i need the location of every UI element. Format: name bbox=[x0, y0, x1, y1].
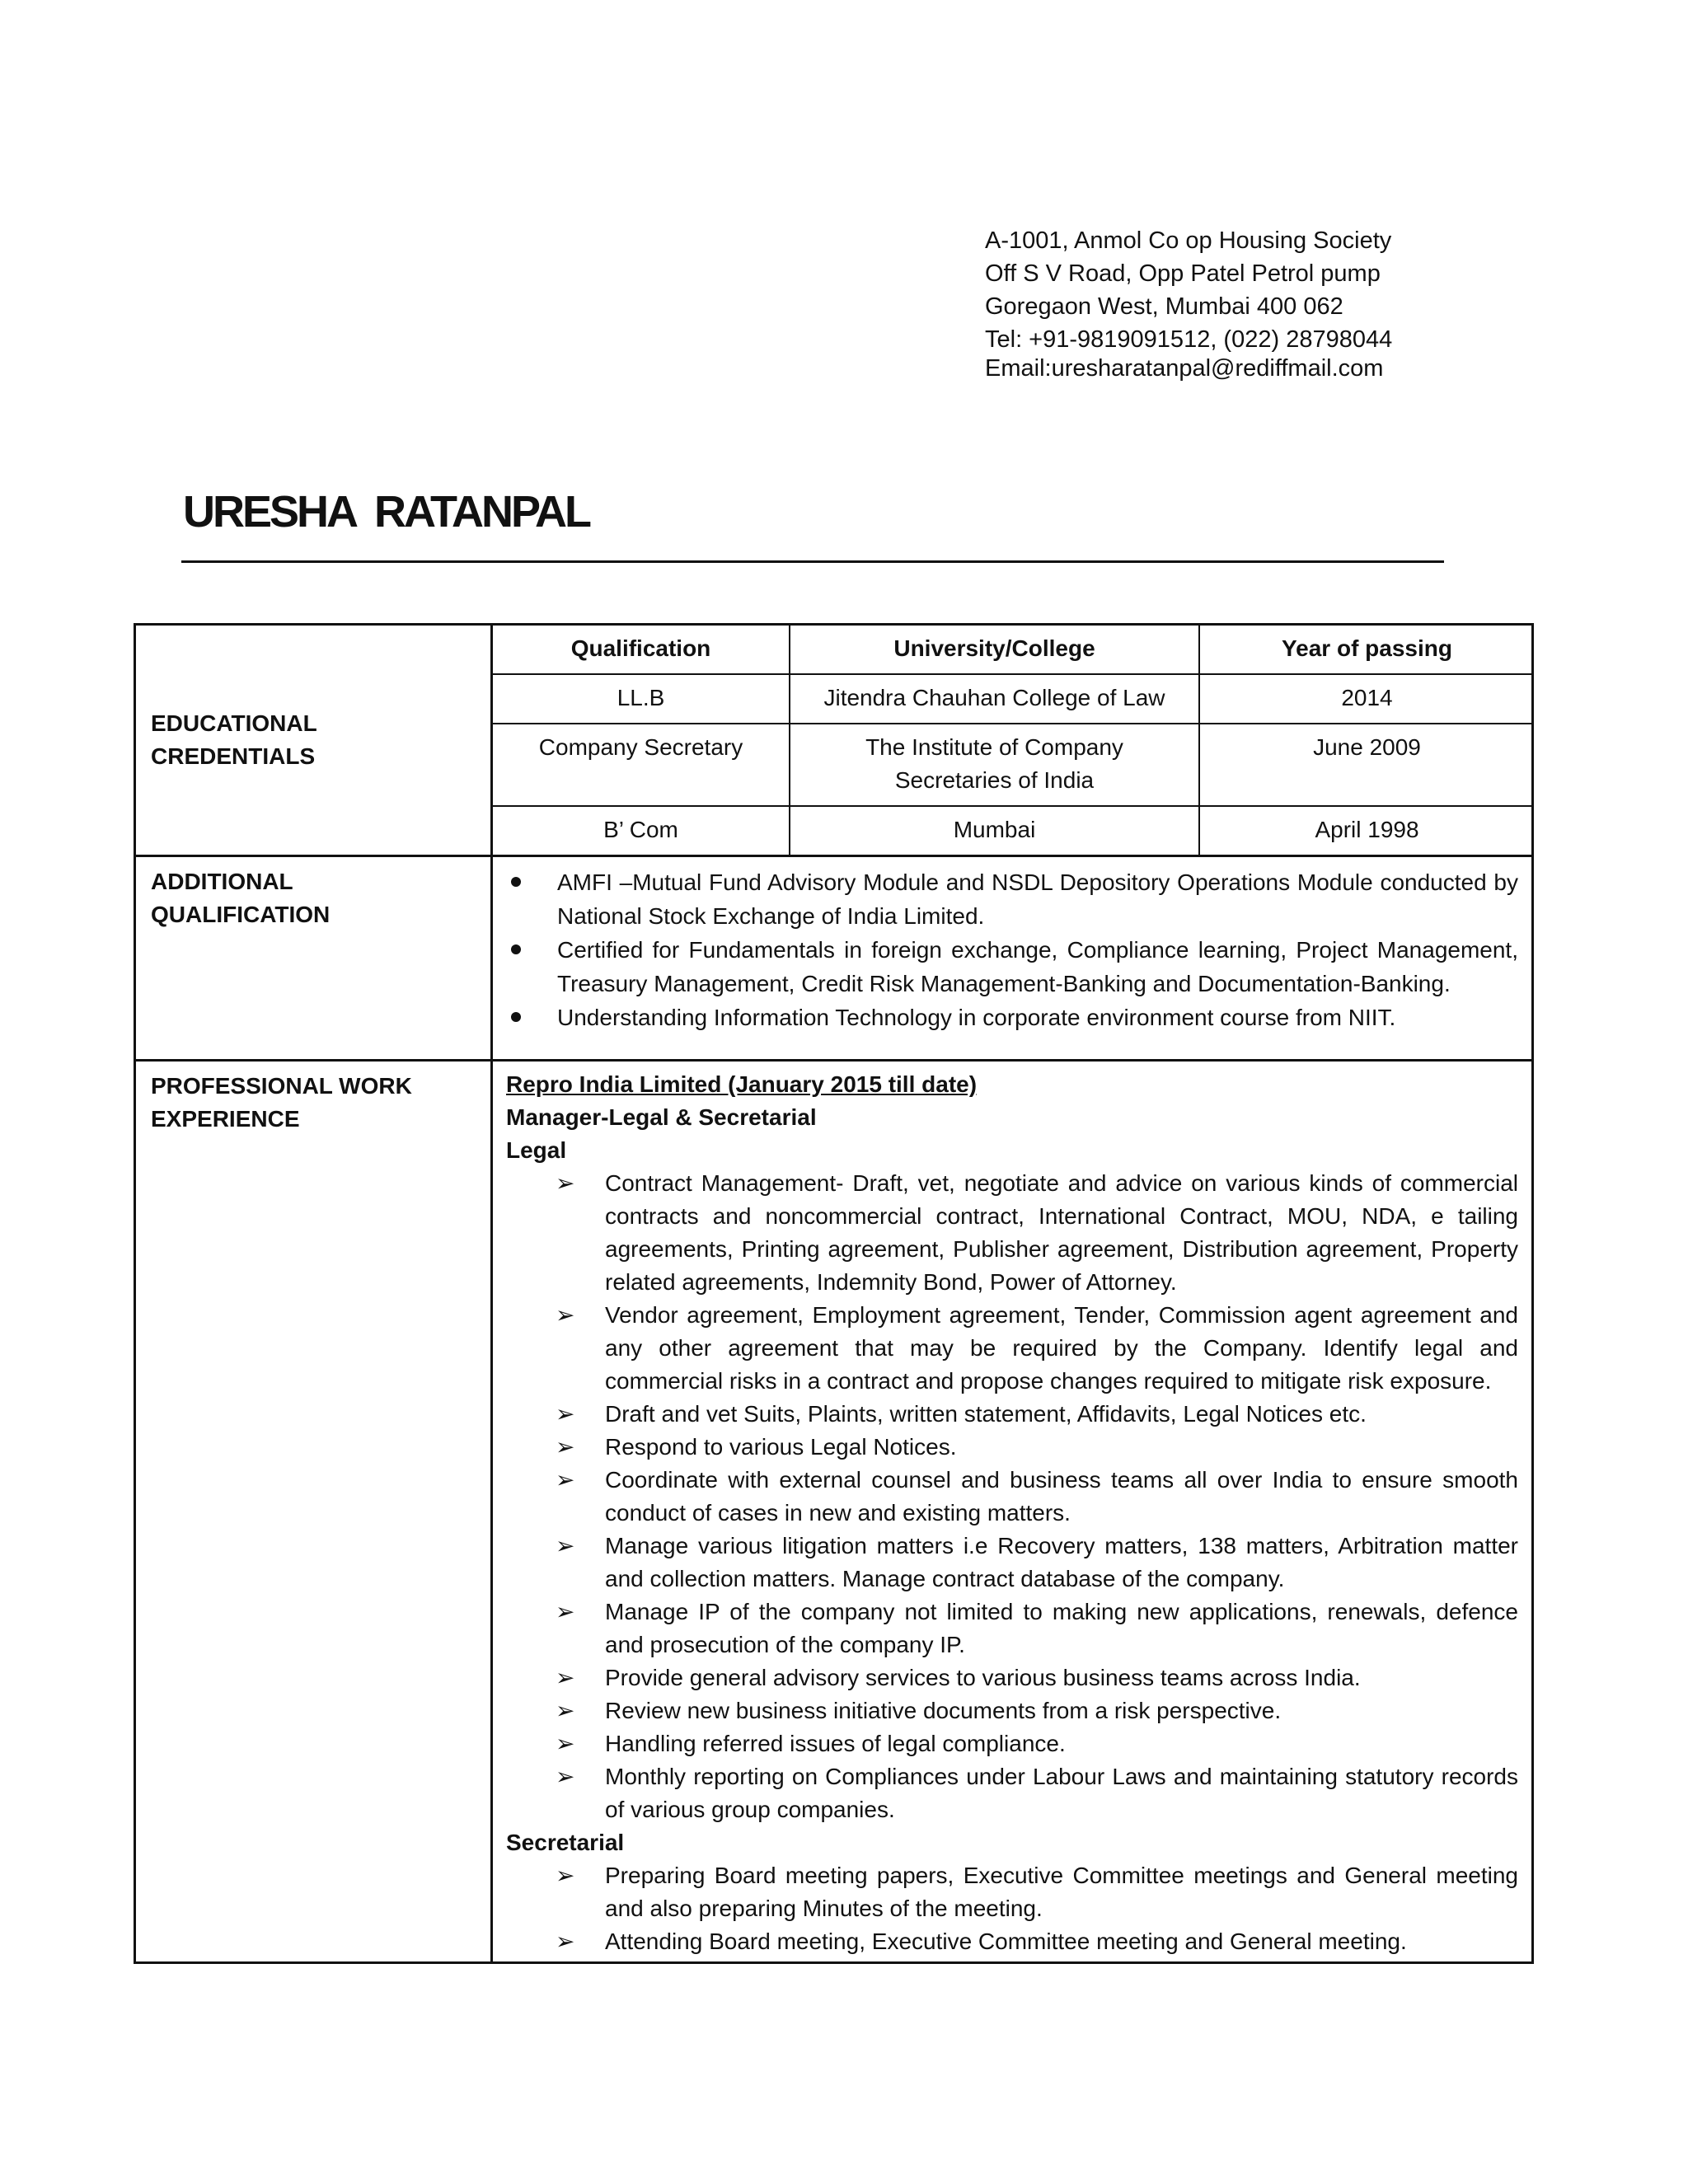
list-item bbox=[506, 1464, 1518, 1530]
legal-heading: Legal bbox=[506, 1137, 567, 1163]
arrow-bullet-icon: ➢ bbox=[556, 1599, 575, 1624]
list-item bbox=[506, 1001, 1518, 1034]
telephone: Tel: +91-9819091512, (022) 28798044 bbox=[985, 326, 1393, 353]
list-item bbox=[506, 1299, 1518, 1398]
bullet-icon bbox=[511, 944, 521, 954]
email: Email:uresharatanpal@rediffmail.com bbox=[985, 355, 1384, 382]
arrow-bullet-icon: ➢ bbox=[556, 1302, 575, 1328]
list-item bbox=[506, 1727, 1518, 1760]
arrow-bullet-icon: ➢ bbox=[556, 1731, 575, 1756]
list-item-text: Certified for Fundamentals in foreign exchange, Compliance learning, Project Management, Treasury Management, Credit Risk Management-Banking and Documentation-Banking. bbox=[557, 937, 1518, 996]
secretarial-heading: Secretarial bbox=[506, 1830, 625, 1855]
university-cell: Mumbai bbox=[790, 806, 1199, 855]
header-qualification: Qualification bbox=[493, 626, 790, 674]
list-item bbox=[506, 1661, 1518, 1694]
list-item bbox=[506, 865, 1518, 933]
header-year: Year of passing bbox=[1199, 626, 1534, 674]
list-item bbox=[506, 1694, 1518, 1727]
table-row bbox=[493, 674, 1534, 724]
experience-row bbox=[135, 1061, 1533, 1963]
additional-qualification-row bbox=[135, 856, 1533, 1061]
contact-address-block bbox=[985, 224, 1578, 381]
additional-qualification-label: ADDITIONAL QUALIFICATION bbox=[135, 856, 492, 1061]
qualification-cell: Company Secretary bbox=[493, 724, 790, 806]
list-item-text: Handling referred issues of legal compliance. bbox=[605, 1731, 1066, 1756]
list-item bbox=[506, 1167, 1518, 1299]
address-line-3: Goregaon West, Mumbai 400 062 bbox=[985, 293, 1343, 320]
list-item bbox=[506, 1925, 1518, 1958]
list-item-text: Review new business initiative documents from a risk perspective. bbox=[605, 1698, 1282, 1723]
table-row bbox=[493, 806, 1534, 855]
list-item-text: Vendor agreement, Employment agreement, Tender, Commission agent agreement and any other agreement that may be required by the Company. Identify legal and commercial risks in a contract and propose changes required to mitigate risk exposure. bbox=[605, 1302, 1518, 1394]
arrow-bullet-icon: ➢ bbox=[556, 1533, 575, 1558]
arrow-bullet-icon: ➢ bbox=[556, 1401, 575, 1427]
list-item bbox=[506, 1760, 1518, 1826]
list-item bbox=[506, 1596, 1518, 1661]
year-cell: 2014 bbox=[1199, 674, 1534, 724]
list-item-text: Coordinate with external counsel and business teams all over India to ensure smooth conduct of cases in new and existing matters. bbox=[605, 1467, 1518, 1526]
list-item bbox=[506, 1859, 1518, 1925]
company-heading: Repro India Limited (January 2015 till date) bbox=[506, 1071, 978, 1097]
experience-label: PROFESSIONAL WORK EXPERIENCE bbox=[135, 1061, 492, 1963]
name-underline bbox=[181, 560, 1444, 563]
list-item-text: Contract Management- Draft, vet, negotiate and advice on various kinds of commercial contracts and noncommercial contract, International Contract, MOU, NDA, e tailing agreements, Printing agreement, Publisher agreement, Distribution agreement, Property related agreements, Indemnity Bond, Power of Attorney. bbox=[605, 1170, 1518, 1295]
university-cell: The Institute of Company Secretaries of India bbox=[790, 724, 1199, 806]
additional-qualification-cell bbox=[492, 856, 1533, 1061]
year-cell: June 2009 bbox=[1199, 724, 1534, 806]
experience-cell bbox=[492, 1061, 1533, 1963]
bullet-icon bbox=[511, 1012, 521, 1022]
list-item bbox=[506, 933, 1518, 1001]
secretarial-duties-list bbox=[506, 1859, 1518, 1958]
arrow-bullet-icon: ➢ bbox=[556, 1467, 575, 1493]
arrow-bullet-icon: ➢ bbox=[556, 1863, 575, 1888]
list-item-text: Monthly reporting on Compliances under Labour Laws and maintaining statutory records of various group companies. bbox=[605, 1764, 1518, 1822]
education-label: EDUCATIONAL CREDENTIALS bbox=[135, 625, 492, 856]
candidate-name: URESHA RATANPAL bbox=[183, 487, 589, 537]
list-item-text: Understanding Information Technology in corporate environment course from NIIT. bbox=[557, 1005, 1396, 1030]
education-header-row bbox=[493, 626, 1534, 674]
address-line-1: A-1001, Anmol Co op Housing Society bbox=[985, 227, 1392, 254]
education-table bbox=[493, 626, 1534, 855]
arrow-bullet-icon: ➢ bbox=[556, 1929, 575, 1954]
additional-qualification-list bbox=[493, 857, 1531, 1059]
list-item bbox=[506, 1530, 1518, 1596]
list-item-text: Manage IP of the company not limited to making new applications, renewals, defence and prosecution of the company IP. bbox=[605, 1599, 1518, 1657]
year-cell: April 1998 bbox=[1199, 806, 1534, 855]
legal-duties-list bbox=[506, 1167, 1518, 1826]
resume-table bbox=[134, 623, 1534, 1964]
arrow-bullet-icon: ➢ bbox=[556, 1764, 575, 1789]
arrow-bullet-icon: ➢ bbox=[556, 1434, 575, 1460]
list-item-text: Manage various litigation matters i.e Recovery matters, 138 matters, Arbitration matter and collection matters. Manage contract database of the company. bbox=[605, 1533, 1518, 1591]
list-item-text: Provide general advisory services to various business teams across India. bbox=[605, 1665, 1361, 1690]
experience-content bbox=[493, 1062, 1531, 1961]
education-cell bbox=[492, 625, 1533, 856]
qualification-cell: LL.B bbox=[493, 674, 790, 724]
university-cell: Jitendra Chauhan College of Law bbox=[790, 674, 1199, 724]
qualification-cell: B’ Com bbox=[493, 806, 790, 855]
arrow-bullet-icon: ➢ bbox=[556, 1698, 575, 1723]
list-item bbox=[506, 1431, 1518, 1464]
header-university: University/College bbox=[790, 626, 1199, 674]
arrow-bullet-icon: ➢ bbox=[556, 1665, 575, 1690]
address-line-2: Off S V Road, Opp Patel Petrol pump bbox=[985, 260, 1381, 287]
education-row bbox=[135, 625, 1533, 856]
table-row bbox=[493, 724, 1534, 806]
arrow-bullet-icon: ➢ bbox=[556, 1170, 575, 1196]
bullet-icon bbox=[511, 877, 521, 887]
list-item-text: Respond to various Legal Notices. bbox=[605, 1434, 957, 1460]
job-role: Manager-Legal & Secretarial bbox=[506, 1104, 817, 1130]
list-item-text: Draft and vet Suits, Plaints, written statement, Affidavits, Legal Notices etc. bbox=[605, 1401, 1367, 1427]
list-item bbox=[506, 1398, 1518, 1431]
list-item-text: AMFI –Mutual Fund Advisory Module and NSDL Depository Operations Module conducted by National Stock Exchange of India Limited. bbox=[557, 869, 1518, 929]
list-item-text: Attending Board meeting, Executive Committee meeting and General meeting. bbox=[605, 1929, 1407, 1954]
list-item-text: Preparing Board meeting papers, Executive Committee meetings and General meeting and also preparing Minutes of the meeting. bbox=[605, 1863, 1518, 1921]
